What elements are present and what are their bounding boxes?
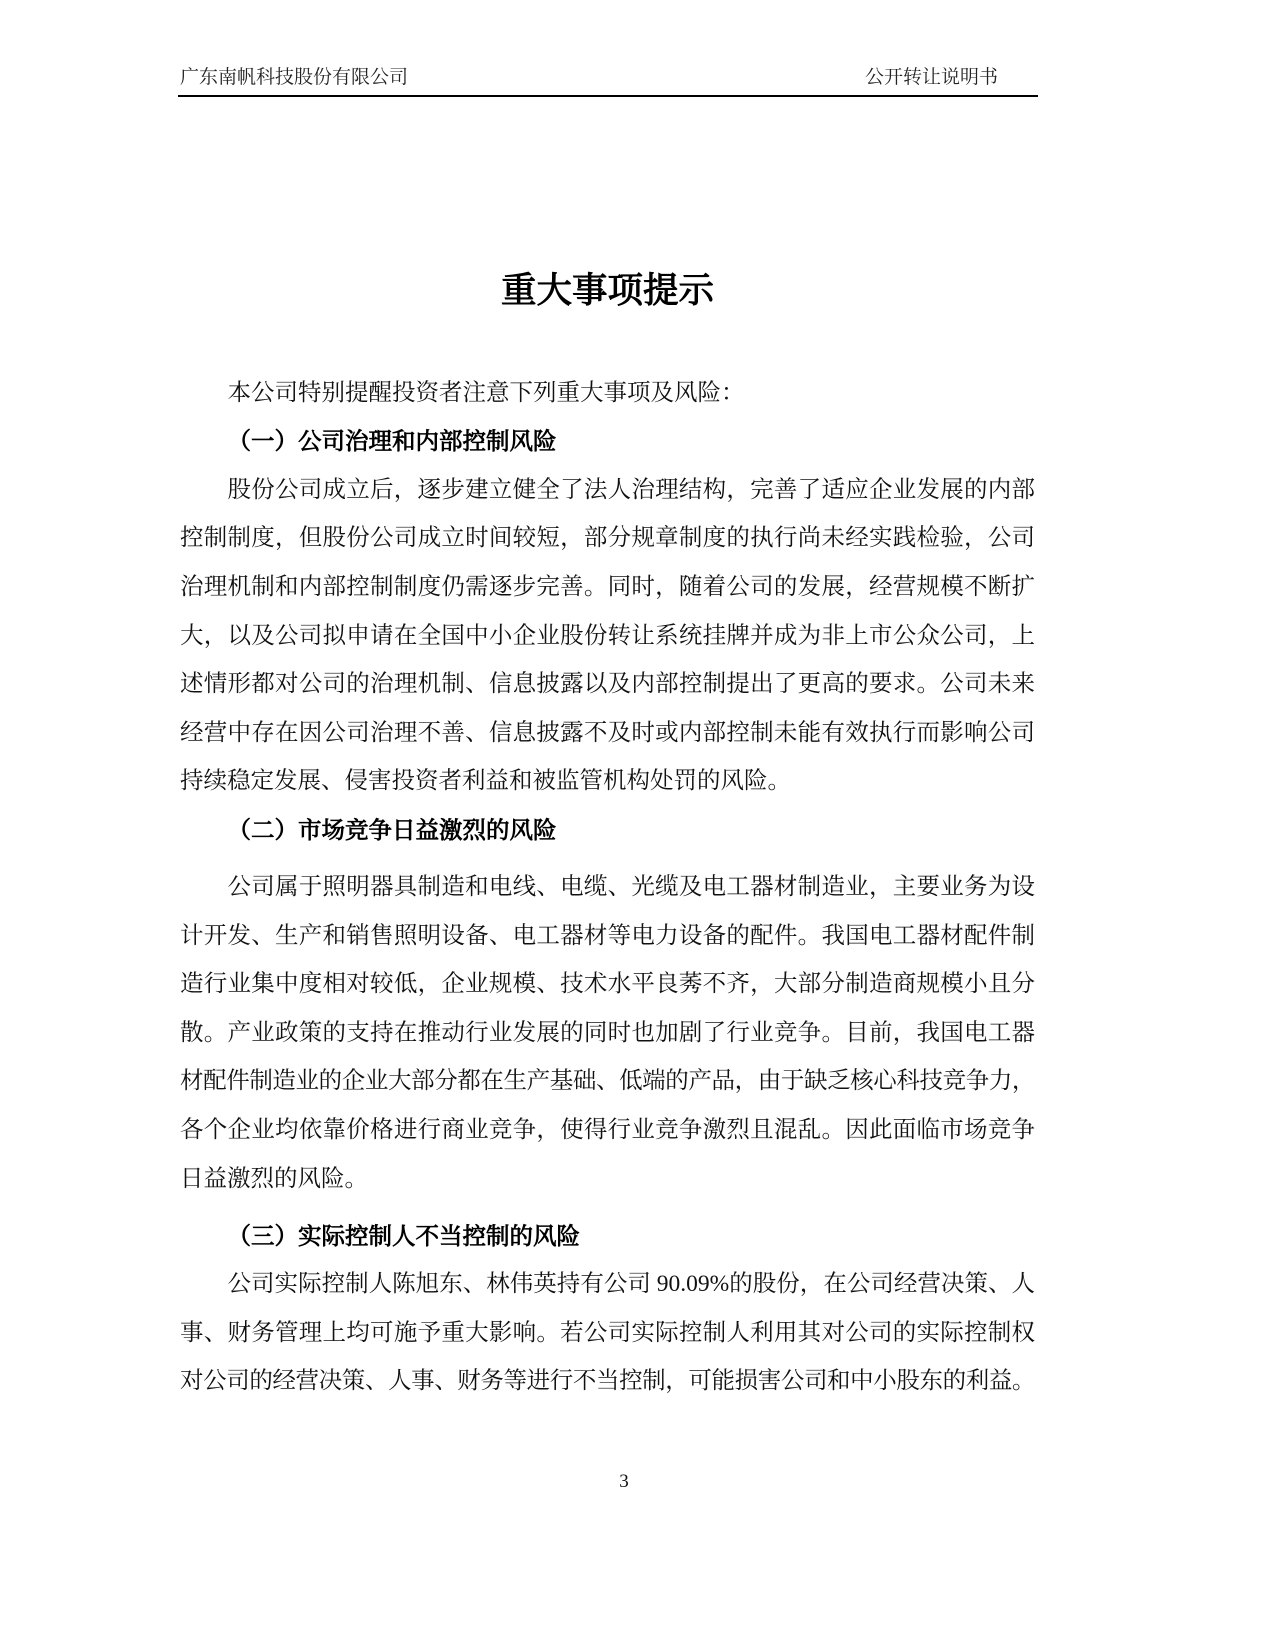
paragraph-line: 对公司的经营决策、人事、财务等进行不当控制，可能损害公司和中小股东的利益。 (180, 1368, 1035, 1395)
paragraph-line: 计开发、生产和销售照明设备、电工器材等电力设备的配件。我国电工器材配件制 (180, 922, 1035, 949)
section-paragraph-3 (180, 1260, 1035, 1406)
paragraph-line: 日益激烈的风险。 (180, 1165, 368, 1192)
paragraph-line: 公司属于照明器具制造和电线、电缆、光缆及电工器材制造业，主要业务为设 (227, 874, 1035, 901)
paragraph-line: 述情形都对公司的治理机制、信息披露以及内部控制提出了更高的要求。公司未来 (180, 671, 1035, 698)
paragraph-line: 股份公司成立后，逐步建立健全了法人治理结构，完善了适应企业发展的内部 (227, 476, 1035, 503)
paragraph-line: 各个企业均依靠价格进行商业竞争，使得行业竞争激烈且混乱。因此面临市场竞争 (180, 1116, 1035, 1143)
paragraph-line: 事、财务管理上均可施予重大影响。若公司实际控制人利用其对公司的实际控制权 (180, 1319, 1035, 1346)
section-heading-3: （三）实际控制人不当控制的风险 (227, 1222, 580, 1249)
section-paragraph-2 (180, 863, 1035, 1203)
body-text (180, 369, 1035, 1406)
paragraph-line: 治理机制和内部控制制度仍需逐步完善。同时，随着公司的发展，经营规模不断扩 (180, 574, 1035, 601)
page-number: 3 (619, 1471, 629, 1492)
section-heading-2: （二）市场竞争日益激烈的风险 (227, 817, 557, 844)
section-paragraph-1 (180, 466, 1035, 806)
header-company-name: 广东南帆科技股份有限公司 (180, 67, 409, 88)
header-rule (178, 95, 1038, 97)
header-document-type: 公开转让说明书 (865, 67, 999, 88)
page-title: 重大事项提示 (500, 270, 714, 310)
paragraph-line: 散。产业政策的支持在推动行业发展的同时也加剧了行业竞争。目前，我国电工器 (180, 1019, 1035, 1046)
paragraph-line: 材配件制造业的企业大部分都在生产基础、低端的产品，由于缺乏核心科技竞争力， (180, 1068, 1035, 1095)
paragraph-line: 大，以及公司拟申请在全国中小企业股份转让系统挂牌并成为非上市公众公司，上 (180, 622, 1035, 649)
intro-paragraph: 本公司特别提醒投资者注意下列重大事项及风险： (227, 379, 745, 406)
paragraph-line: 公司实际控制人陈旭东、林伟英持有公司 90.09%的股份，在公司经营决策、人 (227, 1271, 1035, 1298)
paragraph-line: 持续稳定发展、侵害投资者利益和被监管机构处罚的风险。 (180, 768, 791, 795)
paragraph-line: 造行业集中度相对较低，企业规模、技术水平良莠不齐，大部分制造商规模小且分 (180, 971, 1035, 998)
section-heading-1: （一）公司治理和内部控制风险 (227, 428, 557, 455)
paragraph-line: 控制制度，但股份公司成立时间较短，部分规章制度的执行尚未经实践检验，公司 (180, 525, 1035, 552)
paragraph-line: 经营中存在因公司治理不善、信息披露不及时或内部控制未能有效执行而影响公司 (180, 719, 1035, 746)
